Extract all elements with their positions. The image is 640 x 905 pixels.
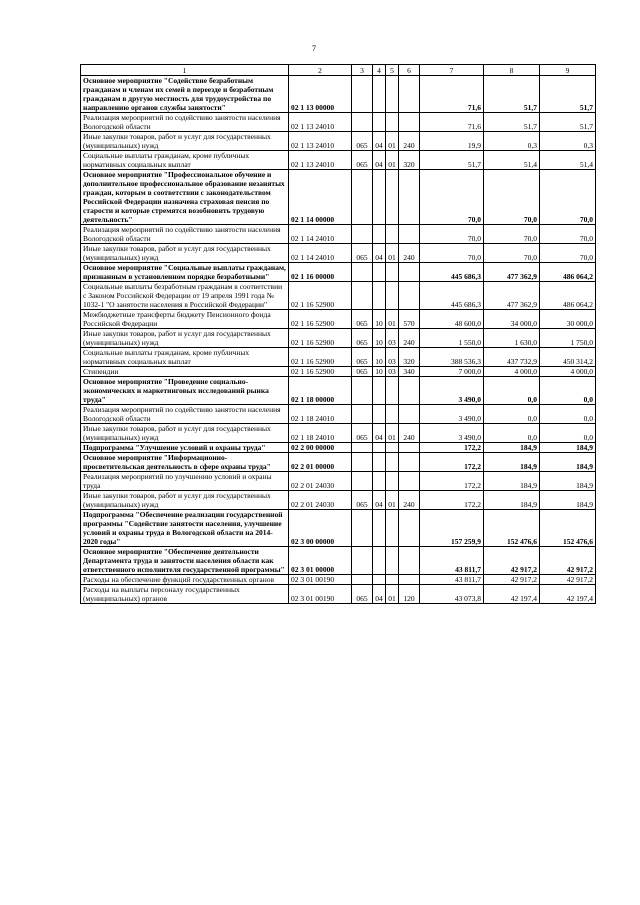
row-code: 02 1 13 24010 [289, 151, 352, 170]
row-expense-type: 120 [399, 585, 420, 604]
header-row [81, 65, 596, 76]
row-amount-col7: 70,0 [420, 244, 484, 263]
row-amount-col7: 43 811,7 [420, 575, 484, 585]
row-amount-col9: 486 064,2 [540, 282, 596, 310]
row-grbs [352, 575, 373, 585]
row-code: 02 1 14 24010 [289, 244, 352, 263]
row-name: Иные закупки товаров, работ и услуг для государственных (муниципальных) нужд [81, 244, 289, 263]
row-code: 02 1 13 24010 [289, 113, 352, 132]
row-amount-col8: 70,0 [484, 225, 540, 244]
row-code: 02 1 18 00000 [289, 377, 352, 405]
header-cell: 9 [540, 65, 596, 76]
table-row [81, 443, 596, 453]
row-amount-col7: 3 490,0 [420, 424, 484, 443]
row-section [373, 405, 386, 424]
row-amount-col9: 30 000,0 [540, 310, 596, 329]
row-grbs: 065 [352, 132, 373, 151]
row-section: 04 [373, 585, 386, 604]
row-expense-type: 320 [399, 348, 420, 367]
row-section [373, 547, 386, 575]
row-amount-col9: 42 917,2 [540, 575, 596, 585]
row-section: 10 [373, 367, 386, 377]
row-grbs: 065 [352, 329, 373, 348]
row-section: 10 [373, 348, 386, 367]
row-name: Реализация мероприятий по содействию занятости населения Вологодской области [81, 405, 289, 424]
row-code: 02 3 00 00000 [289, 510, 352, 547]
row-amount-col8: 70,0 [484, 170, 540, 225]
table-row [81, 510, 596, 547]
header-cell: 5 [386, 65, 399, 76]
row-amount-col7: 172,2 [420, 491, 484, 510]
row-section [373, 453, 386, 472]
row-amount-col8: 42 917,2 [484, 547, 540, 575]
header-cell: 7 [420, 65, 484, 76]
row-code: 02 1 16 52900 [289, 348, 352, 367]
row-name: Социальные выплаты безработным гражданам в соответствии с Законом Российской Федерации от 19 апреля 1991 года № 1032-1 "О занятости населения в Российской Федерации" [81, 282, 289, 310]
row-expense-type: 240 [399, 244, 420, 263]
table-row [81, 491, 596, 510]
row-section [373, 443, 386, 453]
row-amount-col9: 184,9 [540, 491, 596, 510]
header-cell: 1 [81, 65, 289, 76]
row-amount-col9: 51,7 [540, 113, 596, 132]
row-expense-type: 240 [399, 329, 420, 348]
row-subsection [386, 225, 399, 244]
row-expense-type: 320 [399, 151, 420, 170]
row-amount-col7: 172,2 [420, 472, 484, 491]
table-row [81, 575, 596, 585]
table-row [81, 76, 596, 113]
row-amount-col8: 477 362,9 [484, 263, 540, 282]
table-row [81, 170, 596, 225]
row-code: 02 2 01 00000 [289, 453, 352, 472]
row-name: Основное мероприятие "Социальные выплаты гражданам, признанным в установленном порядке безработными" [81, 263, 289, 282]
table-row [81, 453, 596, 472]
row-amount-col7: 7 000,0 [420, 367, 484, 377]
row-section: 10 [373, 310, 386, 329]
row-expense-type [399, 282, 420, 310]
row-name: Основное мероприятие "Информационно-просветительская деятельность в сфере охраны труда" [81, 453, 289, 472]
row-amount-col9: 0,0 [540, 377, 596, 405]
row-code: 02 1 14 00000 [289, 170, 352, 225]
row-subsection [386, 547, 399, 575]
row-name: Социальные выплаты гражданам, кроме публичных нормативных социальных выплат [81, 348, 289, 367]
row-grbs: 065 [352, 585, 373, 604]
row-section [373, 225, 386, 244]
row-amount-col7: 19,9 [420, 132, 484, 151]
row-grbs [352, 405, 373, 424]
row-subsection: 01 [386, 491, 399, 510]
row-amount-col7: 3 490,0 [420, 377, 484, 405]
row-name: Иные закупки товаров, работ и услуг для государственных (муниципальных) нужд [81, 132, 289, 151]
row-amount-col9: 4 000,0 [540, 367, 596, 377]
row-amount-col8: 1 630,0 [484, 329, 540, 348]
row-name: Основное мероприятие "Обеспечение деятельности Департамента труда и занятости населения области как ответственного исполнителя государственной программы" [81, 547, 289, 575]
row-subsection [386, 472, 399, 491]
row-code: 02 1 13 24010 [289, 132, 352, 151]
row-expense-type [399, 453, 420, 472]
header-cell: 3 [352, 65, 373, 76]
row-subsection [386, 453, 399, 472]
row-subsection: 01 [386, 310, 399, 329]
table-row [81, 367, 596, 377]
budget-table [80, 64, 596, 604]
row-section [373, 575, 386, 585]
row-amount-col7: 71,6 [420, 76, 484, 113]
table-row [81, 329, 596, 348]
row-expense-type [399, 225, 420, 244]
row-code: 02 3 01 00190 [289, 575, 352, 585]
row-amount-col7: 445 686,3 [420, 282, 484, 310]
row-section [373, 472, 386, 491]
row-expense-type [399, 113, 420, 132]
row-expense-type [399, 510, 420, 547]
row-amount-col9: 184,9 [540, 453, 596, 472]
row-amount-col7: 51,7 [420, 151, 484, 170]
row-amount-col8: 184,9 [484, 472, 540, 491]
table-row [81, 132, 596, 151]
row-amount-col7: 3 490,0 [420, 405, 484, 424]
row-expense-type [399, 405, 420, 424]
row-code: 02 3 01 00000 [289, 547, 352, 575]
row-subsection [386, 76, 399, 113]
row-subsection [386, 113, 399, 132]
row-grbs: 065 [352, 151, 373, 170]
row-grbs [352, 443, 373, 453]
row-amount-col9: 152 476,6 [540, 510, 596, 547]
row-code: 02 2 01 24030 [289, 491, 352, 510]
row-subsection: 01 [386, 132, 399, 151]
table-row [81, 244, 596, 263]
row-amount-col9: 1 750,0 [540, 329, 596, 348]
row-name: Основное мероприятие "Содействие безработным гражданам и членам их семей в переезде и безработным гражданам в другую местность для трудоустройства по направлению органов службы занятости" [81, 76, 289, 113]
row-amount-col8: 42 917,2 [484, 575, 540, 585]
row-expense-type [399, 575, 420, 585]
row-amount-col9: 450 314,2 [540, 348, 596, 367]
row-grbs [352, 453, 373, 472]
row-subsection: 01 [386, 585, 399, 604]
row-section [373, 377, 386, 405]
row-code: 02 1 16 00000 [289, 263, 352, 282]
row-name: Реализация мероприятий по содействию занятости населения Вологодской области [81, 113, 289, 132]
row-subsection: 01 [386, 151, 399, 170]
row-code: 02 1 14 24010 [289, 225, 352, 244]
row-name: Реализация мероприятий по содействию занятости населения Вологодской области [81, 225, 289, 244]
row-amount-col8: 51,7 [484, 113, 540, 132]
row-amount-col9: 42 917,2 [540, 547, 596, 575]
row-amount-col8: 184,9 [484, 443, 540, 453]
row-subsection [386, 282, 399, 310]
table-row [81, 225, 596, 244]
row-amount-col9: 51,4 [540, 151, 596, 170]
row-amount-col8: 0,0 [484, 405, 540, 424]
row-amount-col9: 184,9 [540, 472, 596, 491]
row-section [373, 170, 386, 225]
table-row [81, 310, 596, 329]
row-amount-col7: 172,2 [420, 443, 484, 453]
row-grbs [352, 547, 373, 575]
row-amount-col8: 437 732,9 [484, 348, 540, 367]
row-section: 04 [373, 424, 386, 443]
row-grbs [352, 377, 373, 405]
row-section [373, 76, 386, 113]
row-amount-col8: 0,0 [484, 424, 540, 443]
table-row [81, 263, 596, 282]
table-row [81, 348, 596, 367]
row-name: Расходы на выплаты персоналу государственных (муниципальных) органов [81, 585, 289, 604]
row-amount-col9: 486 064,2 [540, 263, 596, 282]
row-section [373, 113, 386, 132]
row-amount-col7: 71,6 [420, 113, 484, 132]
row-section [373, 263, 386, 282]
row-amount-col9: 70,0 [540, 244, 596, 263]
row-grbs: 065 [352, 348, 373, 367]
row-amount-col8: 184,9 [484, 453, 540, 472]
row-grbs [352, 225, 373, 244]
row-amount-col7: 445 686,3 [420, 263, 484, 282]
row-subsection [386, 575, 399, 585]
row-grbs [352, 282, 373, 310]
row-subsection [386, 170, 399, 225]
row-grbs [352, 76, 373, 113]
row-name: Подпрограмма "Обеспечение реализации государственной программы "Содействие занятости населения, улучшение условий и охраны труда в Вологодской области на 2014-2020 годы" [81, 510, 289, 547]
table-row [81, 282, 596, 310]
row-section: 04 [373, 244, 386, 263]
row-amount-col9: 0,0 [540, 424, 596, 443]
row-code: 02 3 01 00190 [289, 585, 352, 604]
row-amount-col7: 172,2 [420, 453, 484, 472]
row-expense-type: 340 [399, 367, 420, 377]
row-amount-col8: 0,0 [484, 377, 540, 405]
table-row [81, 547, 596, 575]
row-amount-col7: 70,0 [420, 170, 484, 225]
row-grbs [352, 472, 373, 491]
row-name: Основное мероприятие "Проведение социально-экономических и маркетинговых исследований рынка труда" [81, 377, 289, 405]
row-code: 02 1 16 52900 [289, 367, 352, 377]
row-name: Стипендии [81, 367, 289, 377]
row-subsection: 01 [386, 244, 399, 263]
row-amount-col9: 70,0 [540, 225, 596, 244]
row-amount-col7: 70,0 [420, 225, 484, 244]
row-amount-col7: 48 600,0 [420, 310, 484, 329]
row-section [373, 510, 386, 547]
row-code: 02 1 16 52900 [289, 329, 352, 348]
row-amount-col8: 51,4 [484, 151, 540, 170]
row-amount-col8: 4 000,0 [484, 367, 540, 377]
row-subsection [386, 263, 399, 282]
row-amount-col8: 0,3 [484, 132, 540, 151]
row-amount-col7: 43 811,7 [420, 547, 484, 575]
row-code: 02 1 18 24010 [289, 424, 352, 443]
row-section [373, 282, 386, 310]
row-subsection [386, 510, 399, 547]
row-expense-type: 570 [399, 310, 420, 329]
row-subsection [386, 443, 399, 453]
row-amount-col9: 51,7 [540, 76, 596, 113]
row-name: Межбюджетные трансферты бюджету Пенсионного фонда Российской Федерации [81, 310, 289, 329]
row-amount-col7: 157 259,9 [420, 510, 484, 547]
row-grbs [352, 170, 373, 225]
row-subsection: 01 [386, 424, 399, 443]
row-subsection: 03 [386, 367, 399, 377]
row-amount-col9: 0,0 [540, 405, 596, 424]
row-expense-type: 240 [399, 132, 420, 151]
row-amount-col7: 1 550,0 [420, 329, 484, 348]
row-amount-col8: 152 476,6 [484, 510, 540, 547]
row-name: Иные закупки товаров, работ и услуг для государственных (муниципальных) нужд [81, 424, 289, 443]
table-row [81, 113, 596, 132]
row-amount-col9: 184,9 [540, 443, 596, 453]
table-row [81, 405, 596, 424]
table-row [81, 585, 596, 604]
row-code: 02 2 01 24030 [289, 472, 352, 491]
row-section: 10 [373, 329, 386, 348]
row-code: 02 2 00 00000 [289, 443, 352, 453]
row-grbs [352, 113, 373, 132]
row-subsection [386, 405, 399, 424]
row-expense-type: 240 [399, 424, 420, 443]
row-amount-col7: 388 536,3 [420, 348, 484, 367]
table-row [81, 424, 596, 443]
row-amount-col9: 70,0 [540, 170, 596, 225]
row-amount-col8: 70,0 [484, 244, 540, 263]
row-amount-col8: 184,9 [484, 491, 540, 510]
row-code: 02 1 16 52900 [289, 282, 352, 310]
header-cell: 8 [484, 65, 540, 76]
row-expense-type [399, 547, 420, 575]
row-expense-type [399, 263, 420, 282]
row-code: 02 1 13 00000 [289, 76, 352, 113]
row-name: Основное мероприятие "Профессиональное обучение и дополнительное профессиональное образование незанятых граждан, которым в соответствии с законодательством Российской Федерации назначена страховая пенсия по старости и которые стремятся возобновить трудовую деятельность" [81, 170, 289, 225]
table-row [81, 472, 596, 491]
row-name: Расходы на обеспечение функций государственных органов [81, 575, 289, 585]
header-cell: 6 [399, 65, 420, 76]
table-row [81, 377, 596, 405]
row-section: 04 [373, 491, 386, 510]
row-name: Иные закупки товаров, работ и услуг для государственных (муниципальных) нужд [81, 491, 289, 510]
row-expense-type: 240 [399, 491, 420, 510]
row-grbs: 065 [352, 424, 373, 443]
row-grbs: 065 [352, 310, 373, 329]
row-expense-type [399, 170, 420, 225]
row-grbs: 065 [352, 367, 373, 377]
row-expense-type [399, 443, 420, 453]
row-subsection: 03 [386, 348, 399, 367]
row-name: Реализация мероприятий по улучшению условий и охраны труда [81, 472, 289, 491]
row-subsection [386, 377, 399, 405]
header-cell: 2 [289, 65, 352, 76]
row-grbs [352, 263, 373, 282]
row-expense-type [399, 377, 420, 405]
row-name: Иные закупки товаров, работ и услуг для государственных (муниципальных) нужд [81, 329, 289, 348]
row-expense-type [399, 76, 420, 113]
row-amount-col9: 0,3 [540, 132, 596, 151]
row-amount-col9: 42 197,4 [540, 585, 596, 604]
row-amount-col8: 51,7 [484, 76, 540, 113]
row-subsection: 03 [386, 329, 399, 348]
row-grbs: 065 [352, 491, 373, 510]
row-grbs: 065 [352, 244, 373, 263]
row-name: Подпрограмма "Улучшение условий и охраны труда" [81, 443, 289, 453]
row-code: 02 1 16 52900 [289, 310, 352, 329]
row-code: 02 1 18 24010 [289, 405, 352, 424]
row-name: Социальные выплаты гражданам, кроме публичных нормативных социальных выплат [81, 151, 289, 170]
table-row [81, 151, 596, 170]
row-amount-col8: 34 000,0 [484, 310, 540, 329]
row-section: 04 [373, 151, 386, 170]
row-expense-type [399, 472, 420, 491]
header-cell: 4 [373, 65, 386, 76]
row-grbs [352, 510, 373, 547]
row-amount-col8: 42 197,4 [484, 585, 540, 604]
row-amount-col8: 477 362,9 [484, 282, 540, 310]
row-amount-col7: 43 073,8 [420, 585, 484, 604]
page-number: 7 [312, 44, 316, 53]
row-section: 04 [373, 132, 386, 151]
